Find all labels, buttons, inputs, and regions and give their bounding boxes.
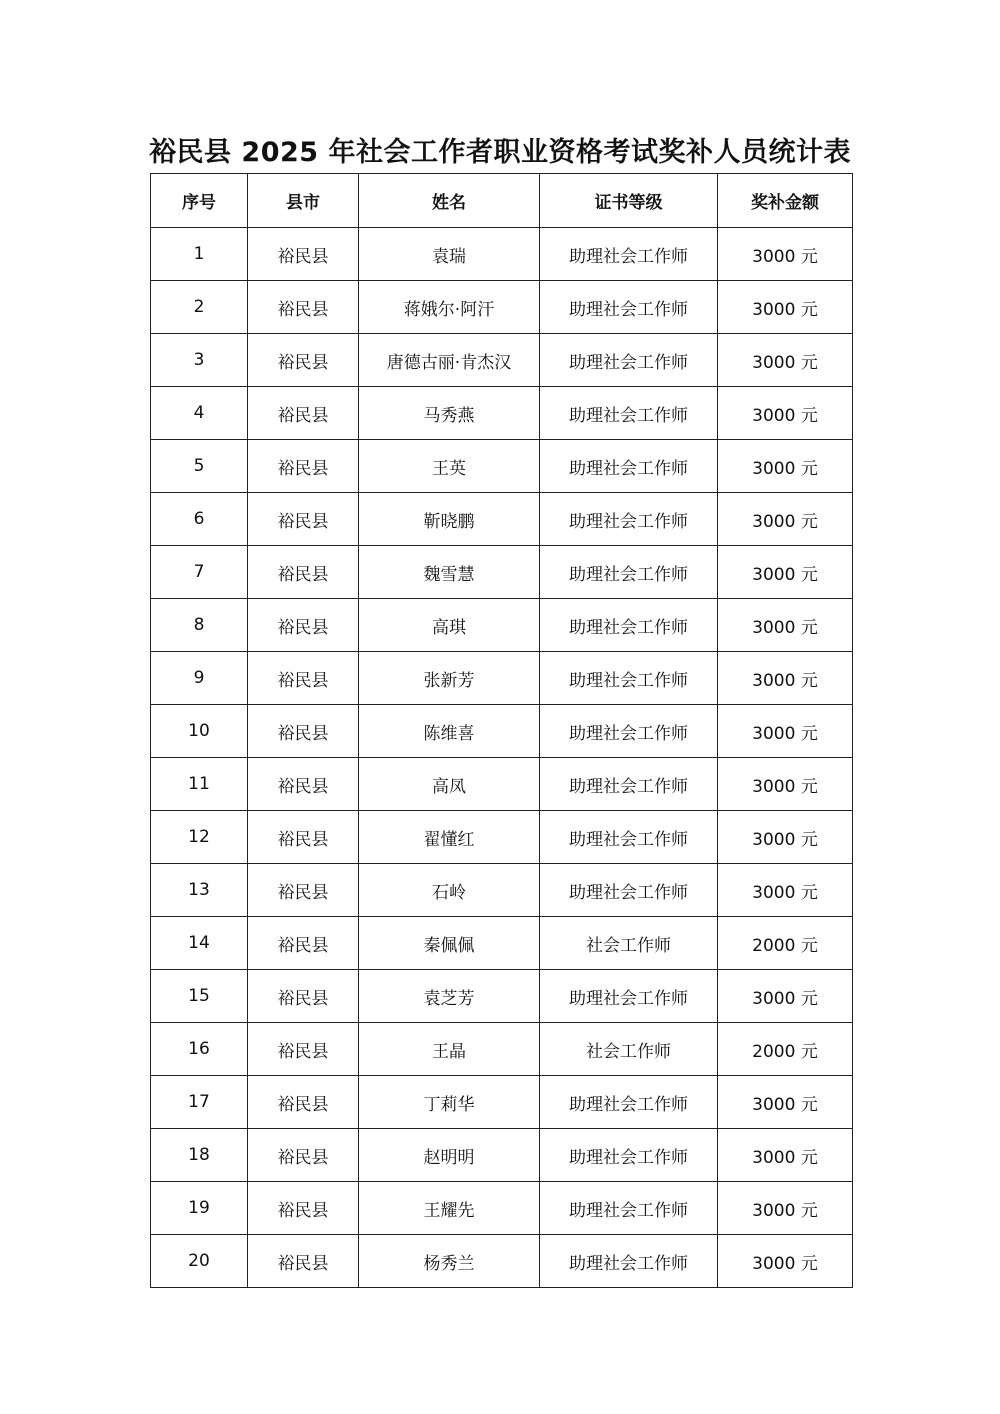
cell-county: 裕民县 xyxy=(248,228,359,281)
cell-serial-number: 11 xyxy=(151,758,248,811)
cell-award-amount: 2000 元 xyxy=(718,917,853,970)
cell-certificate-level: 助理社会工作师 xyxy=(540,546,718,599)
cell-county: 裕民县 xyxy=(248,281,359,334)
cell-name: 蒋娥尔·阿汗 xyxy=(359,281,540,334)
cell-serial-number: 3 xyxy=(151,334,248,387)
cell-award-amount: 3000 元 xyxy=(718,1235,853,1288)
cell-award-amount: 3000 元 xyxy=(718,387,853,440)
cell-serial-number: 10 xyxy=(151,705,248,758)
table-row xyxy=(151,281,853,334)
cell-name: 袁瑞 xyxy=(359,228,540,281)
cell-award-amount: 3000 元 xyxy=(718,546,853,599)
cell-name: 王耀先 xyxy=(359,1182,540,1235)
cell-serial-number: 14 xyxy=(151,917,248,970)
cell-certificate-level: 助理社会工作师 xyxy=(540,281,718,334)
cell-county: 裕民县 xyxy=(248,599,359,652)
cell-award-amount: 3000 元 xyxy=(718,1076,853,1129)
table-row xyxy=(151,493,853,546)
cell-name: 赵明明 xyxy=(359,1129,540,1182)
cell-name: 魏雪慧 xyxy=(359,546,540,599)
cell-certificate-level: 助理社会工作师 xyxy=(540,1076,718,1129)
cell-name: 高琪 xyxy=(359,599,540,652)
cell-county: 裕民县 xyxy=(248,758,359,811)
cell-name: 丁莉华 xyxy=(359,1076,540,1129)
award-statistics-table xyxy=(150,173,853,1288)
table-row xyxy=(151,1076,853,1129)
table-row xyxy=(151,599,853,652)
cell-name: 袁芝芳 xyxy=(359,970,540,1023)
cell-certificate-level: 助理社会工作师 xyxy=(540,493,718,546)
cell-certificate-level: 助理社会工作师 xyxy=(540,970,718,1023)
table-row xyxy=(151,1235,853,1288)
table-row xyxy=(151,1023,853,1076)
cell-county: 裕民县 xyxy=(248,1235,359,1288)
cell-award-amount: 3000 元 xyxy=(718,811,853,864)
cell-county: 裕民县 xyxy=(248,1076,359,1129)
cell-serial-number: 12 xyxy=(151,811,248,864)
cell-county: 裕民县 xyxy=(248,705,359,758)
cell-serial-number: 17 xyxy=(151,1076,248,1129)
cell-award-amount: 3000 元 xyxy=(718,228,853,281)
cell-certificate-level: 助理社会工作师 xyxy=(540,440,718,493)
cell-name: 翟懂红 xyxy=(359,811,540,864)
cell-award-amount: 3000 元 xyxy=(718,1129,853,1182)
cell-name: 秦佩佩 xyxy=(359,917,540,970)
table-row xyxy=(151,652,853,705)
cell-county: 裕民县 xyxy=(248,1182,359,1235)
header-serial-number: 序号 xyxy=(151,174,248,228)
cell-serial-number: 9 xyxy=(151,652,248,705)
cell-name: 王英 xyxy=(359,440,540,493)
table-header-row xyxy=(151,174,853,228)
cell-county: 裕民县 xyxy=(248,864,359,917)
cell-serial-number: 20 xyxy=(151,1235,248,1288)
cell-award-amount: 3000 元 xyxy=(718,864,853,917)
cell-certificate-level: 助理社会工作师 xyxy=(540,811,718,864)
cell-award-amount: 3000 元 xyxy=(718,281,853,334)
cell-award-amount: 3000 元 xyxy=(718,970,853,1023)
cell-serial-number: 8 xyxy=(151,599,248,652)
cell-county: 裕民县 xyxy=(248,546,359,599)
cell-county: 裕民县 xyxy=(248,440,359,493)
cell-certificate-level: 助理社会工作师 xyxy=(540,599,718,652)
table-row xyxy=(151,1129,853,1182)
cell-county: 裕民县 xyxy=(248,387,359,440)
cell-name: 马秀燕 xyxy=(359,387,540,440)
cell-name: 陈维喜 xyxy=(359,705,540,758)
cell-name: 高凤 xyxy=(359,758,540,811)
cell-award-amount: 2000 元 xyxy=(718,1023,853,1076)
cell-award-amount: 3000 元 xyxy=(718,440,853,493)
cell-serial-number: 19 xyxy=(151,1182,248,1235)
cell-name: 王晶 xyxy=(359,1023,540,1076)
table-row xyxy=(151,387,853,440)
header-name: 姓名 xyxy=(359,174,540,228)
cell-serial-number: 18 xyxy=(151,1129,248,1182)
cell-award-amount: 3000 元 xyxy=(718,705,853,758)
header-award-amount: 奖补金额 xyxy=(718,174,853,228)
cell-certificate-level: 社会工作师 xyxy=(540,917,718,970)
table-row xyxy=(151,228,853,281)
cell-certificate-level: 助理社会工作师 xyxy=(540,758,718,811)
cell-award-amount: 3000 元 xyxy=(718,599,853,652)
cell-county: 裕民县 xyxy=(248,652,359,705)
cell-county: 裕民县 xyxy=(248,1129,359,1182)
table-row xyxy=(151,864,853,917)
table-row xyxy=(151,334,853,387)
cell-county: 裕民县 xyxy=(248,1023,359,1076)
cell-county: 裕民县 xyxy=(248,334,359,387)
cell-serial-number: 6 xyxy=(151,493,248,546)
cell-certificate-level: 助理社会工作师 xyxy=(540,705,718,758)
cell-county: 裕民县 xyxy=(248,917,359,970)
cell-certificate-level: 助理社会工作师 xyxy=(540,334,718,387)
cell-serial-number: 15 xyxy=(151,970,248,1023)
table-row xyxy=(151,811,853,864)
cell-award-amount: 3000 元 xyxy=(718,334,853,387)
table-row xyxy=(151,758,853,811)
cell-award-amount: 3000 元 xyxy=(718,652,853,705)
cell-award-amount: 3000 元 xyxy=(718,758,853,811)
table-row xyxy=(151,917,853,970)
header-county: 县市 xyxy=(248,174,359,228)
cell-certificate-level: 助理社会工作师 xyxy=(540,864,718,917)
cell-certificate-level: 助理社会工作师 xyxy=(540,652,718,705)
cell-serial-number: 2 xyxy=(151,281,248,334)
cell-serial-number: 5 xyxy=(151,440,248,493)
cell-county: 裕民县 xyxy=(248,493,359,546)
cell-certificate-level: 助理社会工作师 xyxy=(540,387,718,440)
cell-county: 裕民县 xyxy=(248,970,359,1023)
cell-serial-number: 16 xyxy=(151,1023,248,1076)
cell-certificate-level: 助理社会工作师 xyxy=(540,1182,718,1235)
cell-serial-number: 4 xyxy=(151,387,248,440)
header-certificate-level: 证书等级 xyxy=(540,174,718,228)
table-row xyxy=(151,705,853,758)
table-row xyxy=(151,440,853,493)
cell-name: 石岭 xyxy=(359,864,540,917)
cell-name: 唐德古丽·肯杰汉 xyxy=(359,334,540,387)
cell-award-amount: 3000 元 xyxy=(718,493,853,546)
cell-name: 张新芳 xyxy=(359,652,540,705)
table-row xyxy=(151,1182,853,1235)
cell-serial-number: 1 xyxy=(151,228,248,281)
cell-certificate-level: 助理社会工作师 xyxy=(540,1129,718,1182)
cell-county: 裕民县 xyxy=(248,811,359,864)
cell-serial-number: 7 xyxy=(151,546,248,599)
cell-name: 靳晓鹏 xyxy=(359,493,540,546)
table-body xyxy=(151,228,853,1288)
cell-certificate-level: 助理社会工作师 xyxy=(540,1235,718,1288)
cell-award-amount: 3000 元 xyxy=(718,1182,853,1235)
document-title: 裕民县 2025 年社会工作者职业资格考试奖补人员统计表 xyxy=(149,137,851,168)
cell-name: 杨秀兰 xyxy=(359,1235,540,1288)
cell-certificate-level: 社会工作师 xyxy=(540,1023,718,1076)
cell-certificate-level: 助理社会工作师 xyxy=(540,228,718,281)
cell-serial-number: 13 xyxy=(151,864,248,917)
table-row xyxy=(151,970,853,1023)
table-row xyxy=(151,546,853,599)
